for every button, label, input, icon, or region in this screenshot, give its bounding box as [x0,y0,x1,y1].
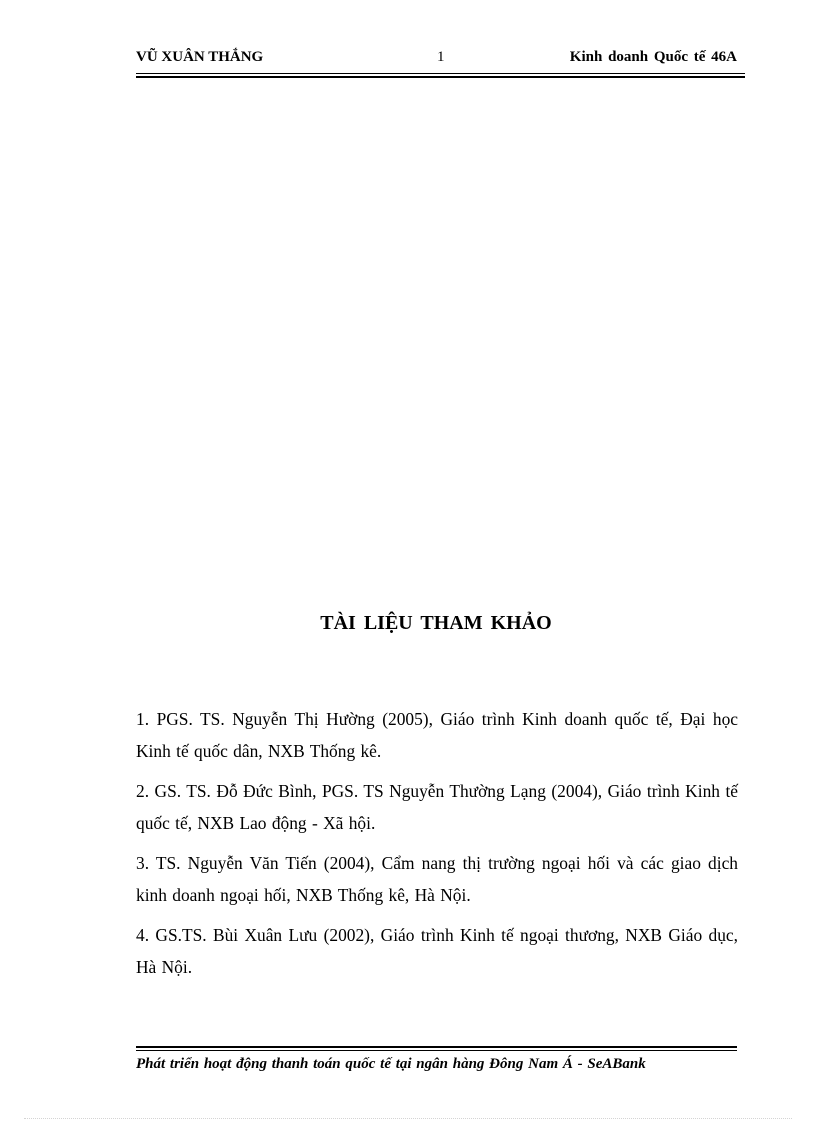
footer-text: Phát triển hoạt động thanh toán quốc tế tại ngân hàng Đông Nam Á - SeABank [136,1056,646,1072]
reference-list [136,703,738,991]
author-name: VŨ XUÂN THẮNG [136,49,264,65]
page-header [136,49,745,69]
page-number: 1 [437,49,445,65]
page-edge-divider [24,1118,792,1119]
section-title: TÀI LIỆU THAM KHẢO [320,612,552,634]
reference-item: 4. GS.TS. Bùi Xuân Lưu (2002), Giáo trình Kinh tế ngoại thương, NXB Giáo dục, Hà Nội. [136,925,738,977]
header-divider [136,73,745,78]
reference-item: 3. TS. Nguyễn Văn Tiến (2004), Cẩm nang thị trường ngoại hối và các giao dịch kinh doanh ngoại hối, NXB Thống kê, Hà Nội. [136,853,738,905]
footer-divider [136,1046,737,1051]
reference-item: 2. GS. TS. Đỗ Đức Bình, PGS. TS Nguyễn Thường Lạng (2004), Giáo trình Kinh tế quốc tế, NXB Lao động - Xã hội. [136,781,738,833]
class-name: Kinh doanh Quốc tế 46A [569,49,737,65]
reference-item: 1. PGS. TS. Nguyễn Thị Hường (2005), Giáo trình Kinh doanh quốc tế, Đại học Kinh tế quốc dân, NXB Thống kê. [136,709,738,761]
